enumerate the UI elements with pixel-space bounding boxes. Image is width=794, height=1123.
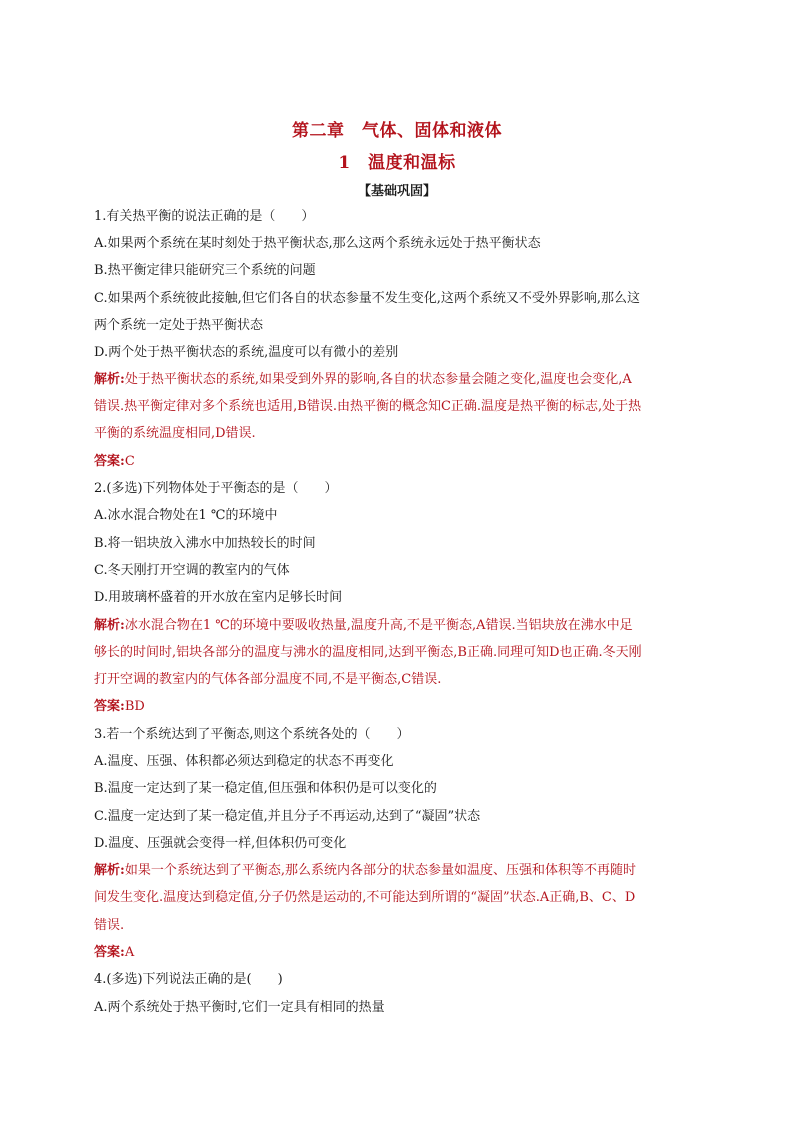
analysis-text: 冰水混合物在1 ℃的环境中要吸收热量,温度升高,不是平衡态,A错误.当铝块放在沸水中足 [124,618,633,633]
question-1-analysis-line-1 [94,371,706,389]
answer-value: BD [124,699,145,714]
question-4-option-a: A.两个系统处于热平衡时,它们一定具有相同的热量 [94,1000,385,1015]
answer-value: C [124,454,135,469]
question-1-option-c-cont: 两个系统一定处于热平衡状态 [94,318,264,333]
question-2-analysis-line-3: 打开空调的教室内的气体各部分温度不同,不是平衡态,C错误. [94,672,442,687]
chapter-title: 第二章 气体、固体和液体 [292,121,502,141]
question-3-option-a: A.温度、压强、体积都必须达到稳定的状态不再变化 [94,754,394,769]
analysis-text: 如果一个系统达到了平衡态,那么系统内各部分的状态参量如温度、压强和体积等不再随时 [124,863,636,878]
answer-label: 答案: [94,945,125,960]
question-3-option-b: B.温度一定达到了某一稳定值,但压强和体积仍是可以变化的 [94,781,437,796]
question-3-answer [94,944,706,962]
question-4-stem: 4.(多选)下列说法正确的是( ) [94,972,283,987]
question-1-analysis-line-2: 错误.热平衡定律对多个系统也适用,B错误.由热平衡的概念知C正确.温度是热平衡的标志,处于热 [94,399,642,414]
question-3-analysis-line-3: 错误. [94,918,125,933]
question-3-analysis-line-2: 间发生变化.温度达到稳定值,分子仍然是运动的,不可能达到所谓的“凝固”状态.A正确,B、C、D [94,890,636,905]
analysis-text: 处于热平衡状态的系统,如果受到外界的影响,各自的状态参量会随之变化,温度也会变化,A [124,372,632,387]
analysis-label: 解析: [94,863,125,878]
question-1-option-d: D.两个处于热平衡状态的系统,温度可以有微小的差别 [94,345,399,360]
section-title: 1 温度和温标 [338,153,456,173]
question-1-option-a: A.如果两个系统在某时刻处于热平衡状态,那么这两个系统永远处于热平衡状态 [94,236,541,251]
answer-label: 答案: [94,699,125,714]
analysis-label: 解析: [94,618,125,633]
question-1-option-c: C.如果两个系统彼此接触,但它们各自的状态参量不发生变化,这两个系统又不受外界影响,那么这 [94,291,641,306]
question-2-stem: 2.(多选)下列物体处于平衡态的是（ ） [94,481,338,496]
question-3-option-d: D.温度、压强就会变得一样,但体积仍可变化 [94,836,347,851]
question-2-answer [94,698,706,716]
question-1-option-b: B.热平衡定律只能研究三个系统的问题 [94,263,316,278]
category-heading: 【基础巩固】 [357,184,436,199]
question-1-stem: 1.有关热平衡的说法正确的是（ ） [94,209,315,224]
answer-label: 答案: [94,454,125,469]
question-2-analysis-line-1 [94,617,706,635]
question-2-option-a: A.冰水混合物处在1 ℃的环境中 [94,508,278,523]
question-3-stem: 3.若一个系统达到了平衡态,则这个系统各处的（ ） [94,727,410,742]
question-2-analysis-line-2: 够长的时间时,铝块各部分的温度与沸水的温度相同,达到平衡态,B正确.同理可知D也正确.冬天刚 [94,645,642,660]
question-1-answer [94,453,706,471]
question-2-option-c: C.冬天刚打开空调的教室内的气体 [94,563,290,578]
answer-value: A [124,945,135,960]
analysis-label: 解析: [94,372,125,387]
question-1-analysis-line-3: 平衡的系统温度相同,D错误. [94,426,256,441]
question-2-option-d: D.用玻璃杯盛着的开水放在室内足够长时间 [94,590,343,605]
question-3-option-c: C.温度一定达到了某一稳定值,并且分子不再运动,达到了“凝固”状态 [94,809,481,824]
question-2-option-b: B.将一铝块放入沸水中加热较长的时间 [94,536,316,551]
question-3-analysis-line-1 [94,862,706,880]
